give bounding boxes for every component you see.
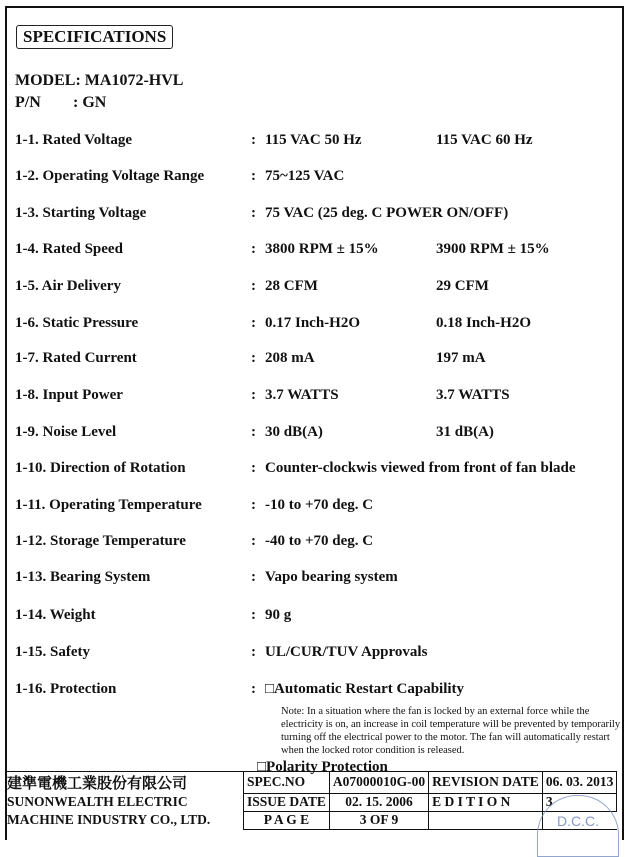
spec-no-label: SPEC.NO	[244, 772, 330, 794]
edition-label: E D I T I O N	[429, 793, 543, 811]
spec-value: 75~125 VAC	[265, 168, 345, 184]
spec-value: 208 mA	[265, 350, 315, 366]
spec-label: 1-13. Bearing System	[15, 569, 151, 585]
pn-label: P/N	[15, 94, 41, 111]
spec-label: 1-10. Direction of Rotation	[15, 460, 186, 476]
spec-sheet	[5, 6, 624, 840]
protection-note: Note: In a situation where the fan is locked by an external force while the electricity is on, an increase in coil temperature will be prevented by temporarily turning off the electrical power to the motor. The fan will automatically restart when the locked rotor condition is released.	[281, 706, 621, 756]
spec-label: 1-11. Operating Temperature	[15, 497, 202, 513]
spec-row	[15, 315, 615, 335]
company-cn: 建準電機工業股份有限公司	[7, 772, 244, 794]
spec-label: 1-6. Static Pressure	[15, 315, 139, 331]
spec-value: 90 g	[265, 607, 292, 623]
empty-cell	[429, 811, 543, 829]
spec-row	[15, 205, 615, 225]
model-label: MODEL:	[15, 72, 81, 89]
spec-row	[15, 607, 615, 627]
polarity-protection: □Polarity Protection	[257, 759, 388, 775]
colon: :	[251, 607, 256, 623]
spec-row	[15, 241, 615, 261]
page-number: 3 OF 9	[329, 811, 428, 829]
stamp-text: D.C.C.	[557, 813, 599, 829]
colon: :	[251, 644, 256, 660]
model-line	[15, 72, 183, 90]
spec-value: 3800 RPM ± 15%	[265, 241, 379, 257]
spec-label: 1-15. Safety	[15, 644, 90, 660]
colon: :	[251, 497, 256, 513]
spec-row	[15, 644, 615, 664]
revision-date: 06. 03. 2013	[542, 772, 617, 794]
colon: :	[251, 460, 256, 476]
spec-value: Counter-clockwis viewed from front of fan blade	[265, 460, 576, 476]
spec-value-alt: 0.18 Inch-H2O	[436, 315, 532, 331]
colon: :	[251, 424, 256, 440]
spec-no: A07000010G-00	[329, 772, 428, 794]
spec-row	[15, 497, 615, 517]
spec-value: Vapo bearing system	[265, 569, 398, 585]
colon: :	[251, 387, 256, 403]
model-value: MA1072-HVL	[84, 72, 184, 89]
colon: :	[251, 278, 256, 294]
spec-value: UL/CUR/TUV Approvals	[265, 644, 428, 660]
spec-row	[15, 681, 615, 701]
spec-value-alt: 197 mA	[436, 350, 486, 366]
spec-label: 1-4. Rated Speed	[15, 241, 123, 257]
revision-label: REVISION DATE	[429, 772, 543, 794]
spec-value-alt: 3.7 WATTS	[436, 387, 510, 403]
spec-row	[15, 168, 615, 188]
spec-label: 1-3. Starting Voltage	[15, 205, 147, 221]
spec-value-alt: 29 CFM	[436, 278, 489, 294]
spec-value: -40 to +70 deg. C	[265, 533, 374, 549]
spec-label: 1-7. Rated Current	[15, 350, 137, 366]
spec-label: 1-5. Air Delivery	[15, 278, 121, 294]
spec-row	[15, 350, 615, 370]
colon: :	[251, 132, 256, 148]
page-label: P A G E	[244, 811, 330, 829]
spec-value: 75 VAC (25 deg. C POWER ON/OFF)	[265, 205, 509, 221]
spec-label: 1-1. Rated Voltage	[15, 132, 133, 148]
colon: :	[251, 205, 256, 221]
spec-row	[15, 569, 615, 589]
spec-label: 1-2. Operating Voltage Range	[15, 168, 205, 184]
issue-date: 02. 15. 2006	[329, 793, 428, 811]
spec-label: 1-16. Protection	[15, 681, 117, 697]
spec-value-alt: 3900 RPM ± 15%	[436, 241, 550, 257]
colon: :	[251, 241, 256, 257]
colon: :	[251, 350, 256, 366]
spec-row	[15, 387, 615, 407]
spec-value: □Automatic Restart Capability	[265, 681, 465, 697]
colon: :	[251, 533, 256, 549]
colon: :	[251, 315, 256, 331]
spec-value-alt: 115 VAC 60 Hz	[436, 132, 533, 148]
page-title: SPECIFICATIONS	[16, 25, 173, 49]
company-en-1: SUNONWEALTH ELECTRIC	[7, 794, 188, 809]
spec-value: 28 CFM	[265, 278, 318, 294]
spec-value: 115 VAC 50 Hz	[265, 132, 362, 148]
pn-line	[15, 94, 106, 112]
pn-value: : GN	[73, 94, 107, 111]
spec-value: 30 dB(A)	[265, 424, 323, 440]
spec-label: 1-8. Input Power	[15, 387, 123, 403]
edition: 3	[542, 793, 617, 811]
spec-label: 1-9. Noise Level	[15, 424, 117, 440]
spec-row	[15, 278, 615, 298]
spec-row	[15, 460, 615, 480]
spec-value: 0.17 Inch-H2O	[265, 315, 361, 331]
spec-label: 1-12. Storage Temperature	[15, 533, 186, 549]
colon: :	[251, 569, 256, 585]
colon: :	[251, 168, 256, 184]
spec-row	[15, 533, 615, 553]
company-en-2: MACHINE INDUSTRY CO., LTD.	[7, 812, 211, 827]
spec-row	[15, 424, 615, 444]
issue-label: ISSUE DATE	[244, 793, 330, 811]
spec-label: 1-14. Weight	[15, 607, 96, 623]
spec-value: 3.7 WATTS	[265, 387, 339, 403]
spec-row	[15, 132, 615, 152]
spec-value-alt: 31 dB(A)	[436, 424, 494, 440]
footer-table	[7, 771, 617, 830]
spec-value: -10 to +70 deg. C	[265, 497, 374, 513]
colon: :	[251, 681, 256, 697]
